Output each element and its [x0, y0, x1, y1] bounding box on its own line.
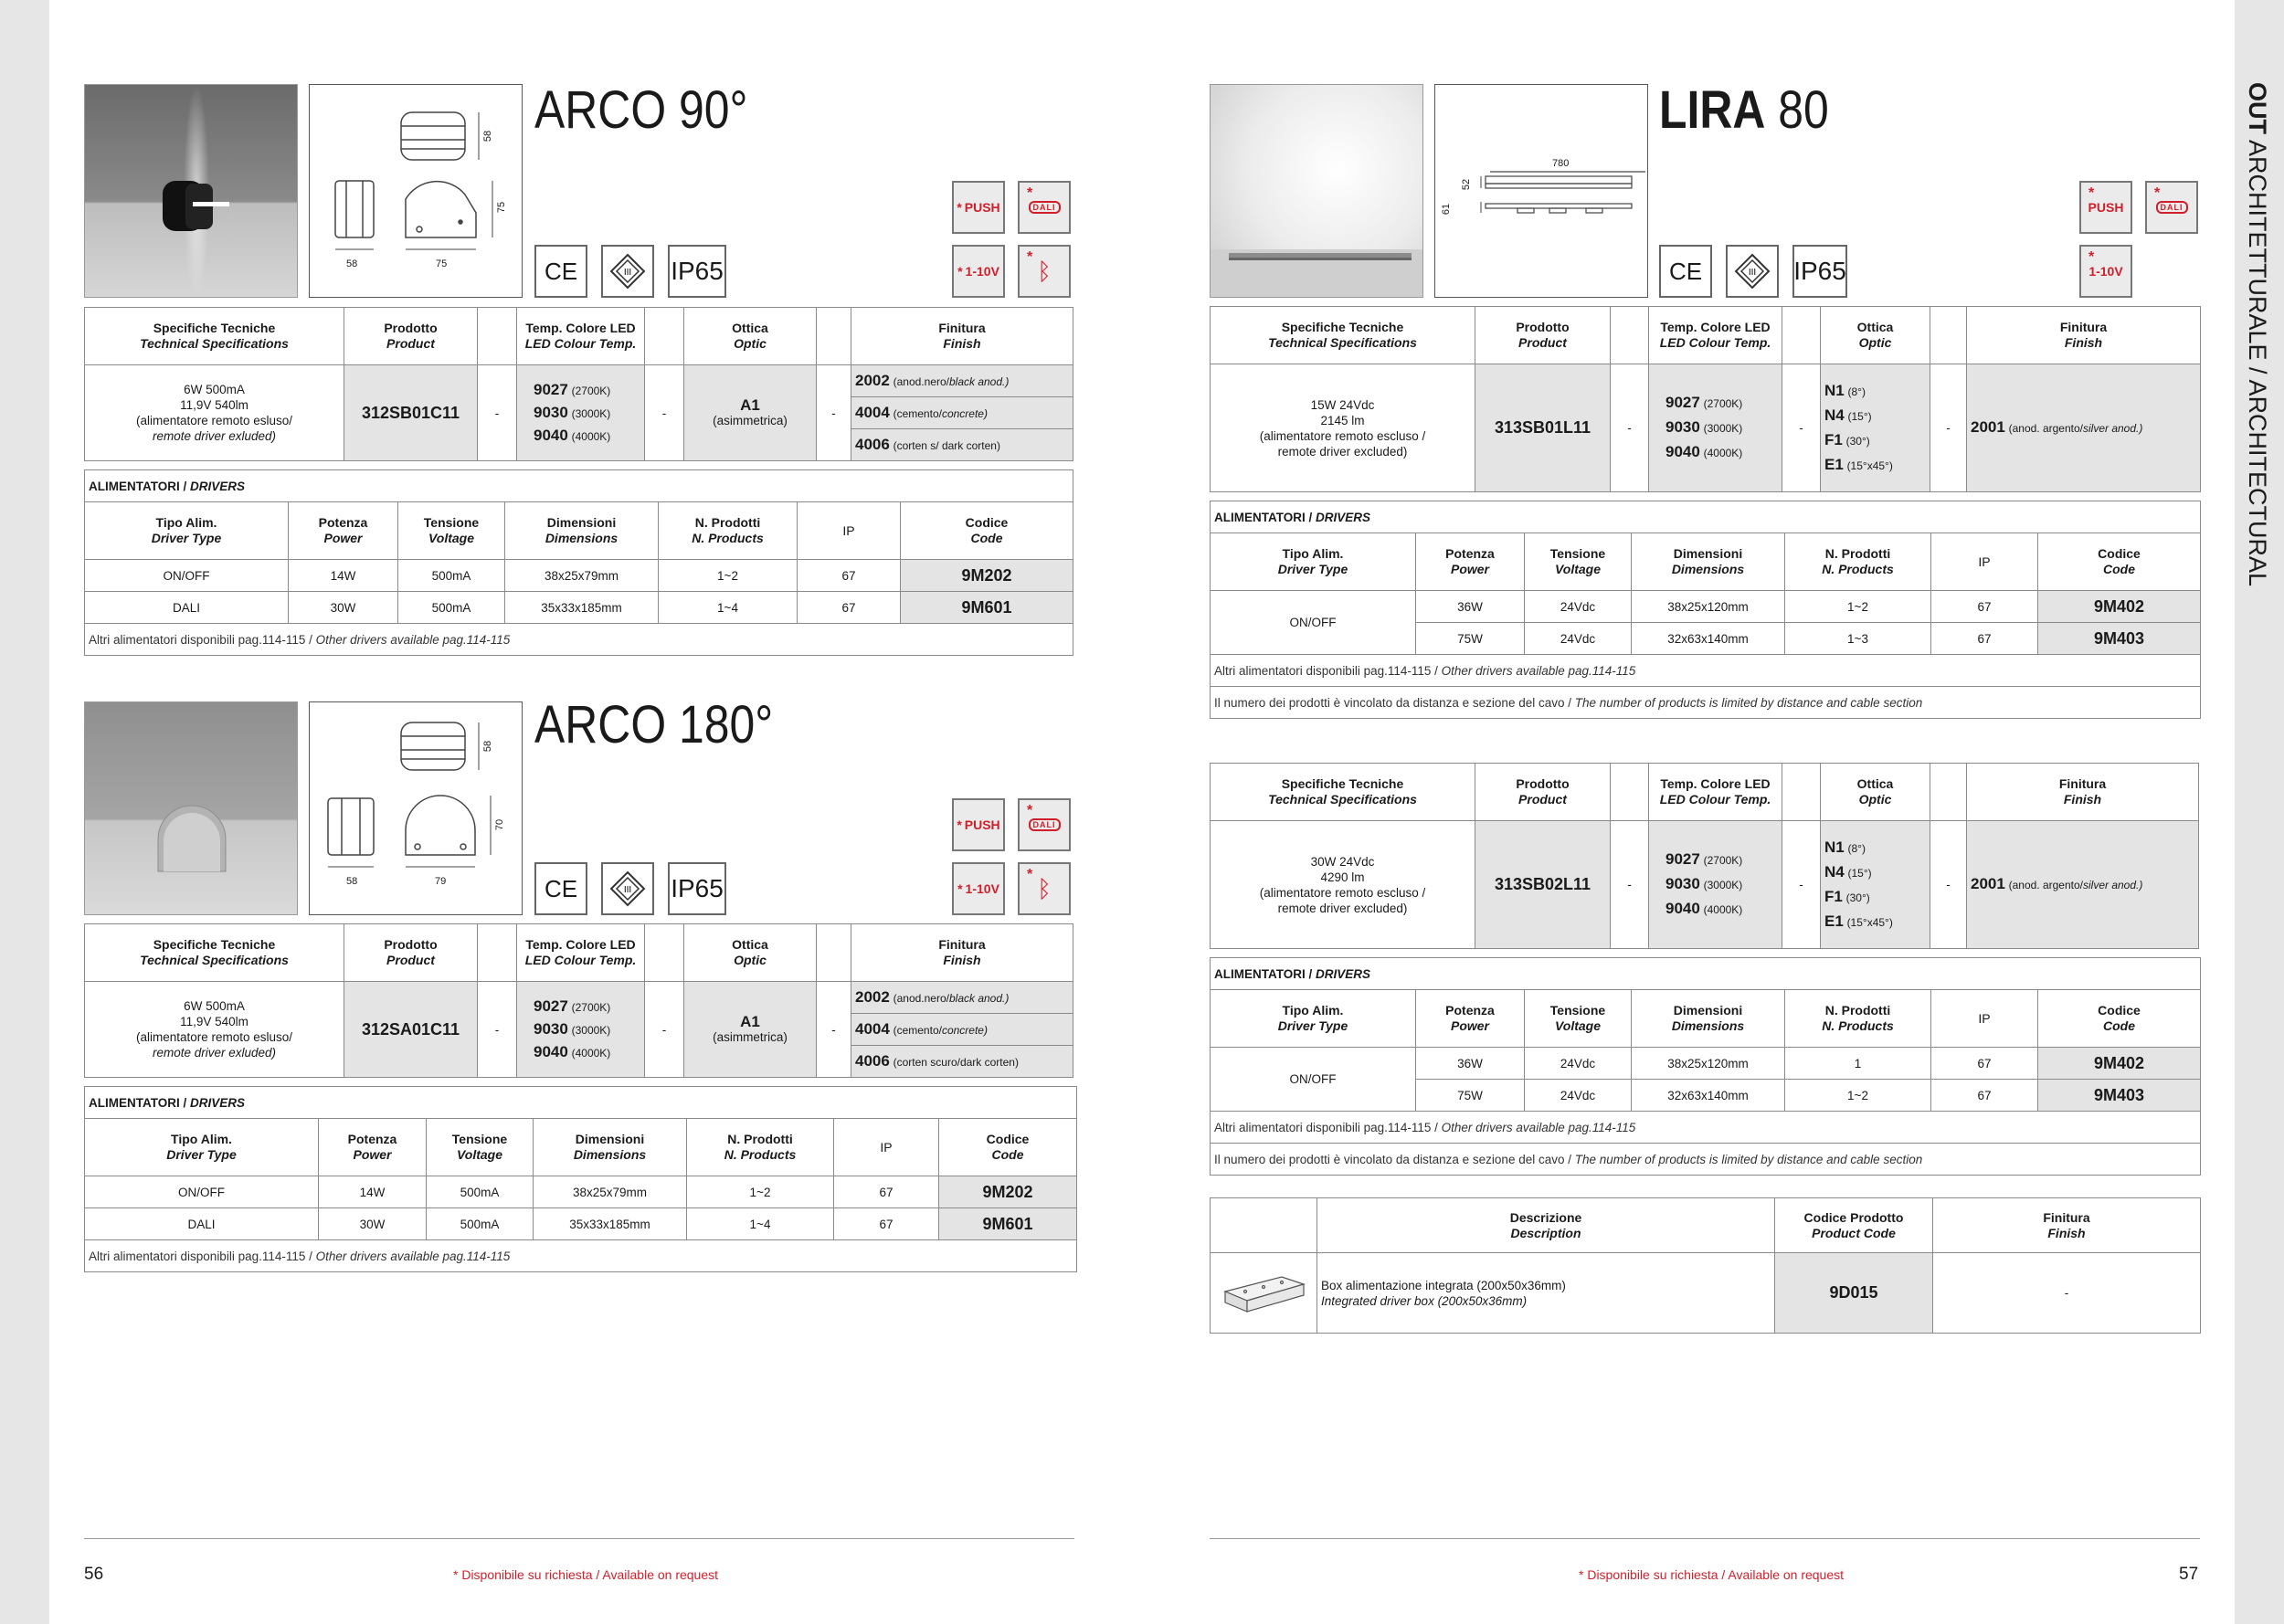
driver-row: ON/OFF 36W 24Vdc 38x25x120mm 1~2 67 9M402 — [1211, 591, 2201, 623]
accessory-finish: - — [1933, 1253, 2201, 1334]
footer-rule-right — [1210, 1538, 2200, 1539]
class-iii-diamond-icon — [1734, 253, 1771, 290]
arco90-spec-table: Specifiche Tecniche Technical Specifications Prodotto Product Temp. Colore LED LED Colour Temp. Ottica Optic Finitura Finish 6W 500mA 11,9V 540lm (alimentatore remoto esluso/ remote driver exluded) 312SB01C11 - 9027 (2700K) 9030 (3000K) 9040 (4000K) - A1 (asimmetrica) - 2002 (anod.nero/black anod.) 4004 (cemento/concrete) 4006 (corten s/ dark corten) — [84, 307, 1073, 461]
arco90-drivers-table: ALIMENTATORI / DRIVERS Tipo Alim. Driver Type Potenza Power Tensione Voltage Dimensioni Dimensions N. Prodotti N. Products IP Codice Code ON/OFF 14W 500mA 38x25x79mm 1~2 67 9M202 DALI 30W 500mA 35x33x185mm 1~4 67 9M601 Altri alimentatori disponibili pag.114-115 / Other drivers available pag.114-115 — [84, 469, 1073, 656]
other-drivers-note: Altri alimentatori disponibili pag.114-115 / Other drivers available pag.114-115 — [1211, 655, 2201, 687]
lira-title: LIRA 80 — [1659, 80, 1829, 140]
dim-58-c: 58 — [346, 876, 358, 887]
other-drivers-note: Altri alimentatori disponibili pag.114-115 / Other drivers available pag.114-115 — [85, 1240, 1077, 1272]
arco90-photo-graphic — [85, 85, 298, 298]
dim-61: 61 — [1441, 203, 1453, 216]
bluetooth-icon: ᛒ — [1037, 257, 1052, 285]
lira-spec-table-2: Specifiche Tecniche Technical Specifications Prodotto Product Temp. Colore LED LED Colour Temp. Ottica Optic Finitura Finish 30W 24Vdc 4290 lm (alimentatore remoto escluso / remote driver excluded) 313SB02L11 - 9027 (2700K) 9030 (3000K) 9040 (4000K) - N1 (8°) N4 (15°) F1 (30°) E1 (15°x45°) - 2001 (anod. argento/silver anod.) — [1210, 763, 2199, 949]
arco180-drawing — [309, 701, 523, 915]
ce-mark-icon: CE — [1659, 245, 1712, 298]
product-code: 312SB01C11 — [344, 365, 478, 461]
svg-text:III: III — [1748, 268, 1757, 278]
lira-technical-drawing — [1435, 85, 1646, 296]
driver-row: DALI 30W 500mA 35x33x185mm 1~4 67 9M601 — [85, 592, 1073, 624]
dim-75-b: 75 — [496, 201, 508, 214]
lira-photo-graphic — [1211, 85, 1423, 298]
finish-row: 4006 (corten scuro/dark corten) — [851, 1046, 1073, 1078]
lira-photo — [1210, 84, 1423, 298]
ip65-badge: IP65 — [668, 245, 726, 298]
arco180-photo — [84, 701, 298, 915]
svg-text:III: III — [623, 885, 632, 895]
finish-cell: 2001 (anod. argento/silver anod.) — [1967, 821, 2199, 949]
optic-cell: A1 (asimmetrica) — [684, 365, 817, 461]
bluetooth-icon: ᛒ — [1037, 874, 1052, 902]
dali-badge: * DALI — [2145, 181, 2198, 234]
dim-79: 79 — [435, 876, 447, 887]
svg-text:III: III — [623, 268, 632, 278]
optic-cell: N1 (8°) N4 (15°) F1 (30°) E1 (15°x45°) — [1821, 364, 1930, 492]
ip65-badge: IP65 — [668, 862, 726, 915]
ce-mark-icon: CE — [534, 245, 587, 298]
finish-header: Finitura Finish — [851, 308, 1073, 365]
temp-cell: 9027 (2700K) 9030 (3000K) 9040 (4000K) — [1649, 364, 1782, 492]
footer-note-right: * Disponibile su richiesta / Available on request — [1579, 1567, 1845, 1582]
arco180-title: ARCO 180° — [534, 695, 774, 754]
spec-header: Specifiche Tecniche Technical Specifications — [85, 308, 344, 365]
product-code: 312SA01C11 — [344, 982, 478, 1078]
arco90-drawing — [309, 84, 523, 298]
optic-cell: A1 (asimmetrica) — [684, 982, 817, 1078]
dim-780: 780 — [1552, 158, 1570, 169]
class-iii-icon — [601, 862, 654, 915]
temp-cell: 9027 (2700K) 9030 (3000K) 9040 (4000K) — [1649, 821, 1782, 949]
accessory-code: 9D015 — [1775, 1253, 1933, 1334]
optic-header: Ottica Optic — [684, 308, 817, 365]
finish-row: 4006 (corten s/ dark corten) — [851, 429, 1073, 461]
product-header: Prodotto Product — [344, 308, 478, 365]
push-badge: * PUSH — [2079, 181, 2132, 234]
arco90-photo — [84, 84, 298, 298]
accessory-description: Box alimentazione integrata (200x50x36mm) Integrated driver box (200x50x36mm) — [1317, 1253, 1775, 1334]
page-number-left: 56 — [84, 1565, 104, 1584]
drivers-label: ALIMENTATORI / DRIVERS — [85, 1087, 1077, 1119]
dim-58-d: 58 — [482, 740, 494, 753]
temp-header: Temp. Colore LED LED Colour Temp. — [517, 308, 645, 365]
temp-cell: 9027 (2700K) 9030 (3000K) 9040 (4000K) — [517, 365, 645, 461]
arco90-technical-drawing — [310, 85, 521, 296]
finish-row: 2002 (anod.nero/black anod.) — [851, 365, 1073, 397]
dim-1-10v-badge: * 1-10V — [952, 862, 1005, 915]
arco180-photo-graphic — [85, 702, 298, 915]
page-number-right: 57 — [2179, 1565, 2199, 1584]
dim-1-10v-badge: * 1-10V — [2079, 245, 2132, 298]
arco180-spec-table: Specifiche Tecniche Technical Specifications Prodotto Product Temp. Colore LED LED Colour Temp. Ottica Optic Finitura Finish 6W 500mA 11,9V 540lm (alimentatore remoto esluso/ remote driver exluded) 312SA01C11 - 9027 (2700K) 9030 (3000K) 9040 (4000K) - A1 (asimmetrica) - 2002 (anod.nero/black anod.) 4004 (cemento/concrete) 4006 (corten scuro/dark corten) — [84, 923, 1073, 1078]
arco180-technical-drawing — [310, 702, 521, 913]
push-badge: * PUSH — [952, 798, 1005, 851]
dim-1-10v-badge: * 1-10V — [952, 245, 1005, 298]
lira-spec-table-1: Specifiche Tecniche Technical Specifications Prodotto Product Temp. Colore LED LED Colour Temp. Ottica Optic Finitura Finish 15W 24Vdc 2145 lm (alimentatore remoto escluso / remote driver excluded) 313SB01L11 - 9027 (2700K) 9030 (3000K) 9040 (4000K) - N1 (8°) N4 (15°) F1 (30°) E1 (15°x45°) - 2001 (anod. argento/silver anod.) — [1210, 306, 2201, 492]
dali-badge: * DALI — [1018, 181, 1071, 234]
finish-row: 2002 (anod.nero/black anod.) — [851, 982, 1073, 1014]
driver-box-icon — [1218, 1264, 1309, 1319]
arco90-title: ARCO 90° — [534, 80, 748, 140]
dim-52: 52 — [1461, 178, 1473, 191]
optic-cell: N1 (8°) N4 (15°) F1 (30°) E1 (15°x45°) — [1821, 821, 1930, 949]
finish-row: 4004 (cemento/concrete) — [851, 397, 1073, 429]
lira-drawing — [1434, 84, 1648, 298]
driver-row: DALI 30W 500mA 35x33x185mm 1~4 67 9M601 — [85, 1208, 1077, 1240]
left-vertical-label — [0, 0, 49, 1624]
driver-box-image — [1211, 1253, 1317, 1334]
class-iii-diamond-icon — [609, 253, 646, 290]
driver-row: ON/OFF 14W 500mA 38x25x79mm 1~2 67 9M202 — [85, 1176, 1077, 1208]
bluetooth-badge: * ᛒ — [1018, 862, 1071, 915]
dali-badge: * DALI — [1018, 798, 1071, 851]
dim-75-a: 75 — [436, 258, 448, 269]
footer-rule-left — [84, 1538, 1074, 1539]
driver-row: ON/OFF 36W 24Vdc 38x25x120mm 1 67 9M402 — [1211, 1048, 2201, 1080]
lira-drivers-table-2: ALIMENTATORI / DRIVERS Tipo Alim. Driver Type Potenza Power Tensione Voltage Dimensioni Dimensions N. Prodotti N. Products IP Codice Code ON/OFF 36W 24Vdc 38x25x120mm 1 67 9M402 75W 24Vdc 32x63x140mm 1~2 67 9M403 Altri alimentatori disponibili pag.114-115 / Other drivers available pag.114-115 Il numero dei prodotti è vincolato da distanza e sezione del cavo / The number of products is limited by distance and cable section — [1210, 957, 2201, 1176]
driver-row: 75W 24Vdc 32x63x140mm 1~3 67 9M403 — [1211, 623, 2201, 655]
class-iii-icon — [1726, 245, 1779, 298]
other-drivers-note: Altri alimentatori disponibili pag.114-115 / Other drivers available pag.114-115 — [85, 624, 1073, 656]
driver-row: ON/OFF 14W 500mA 38x25x79mm 1~2 67 9M202 — [85, 560, 1073, 592]
product-code: 313SB02L11 — [1475, 821, 1611, 949]
other-drivers-note: Altri alimentatori disponibili pag.114-115 / Other drivers available pag.114-115 — [1211, 1112, 2201, 1144]
right-vertical-label: OUT ARCHITETTURALE / ARCHITECTURAL — [2244, 82, 2271, 587]
lira-drivers-table-1: ALIMENTATORI / DRIVERS Tipo Alim. Driver Type Potenza Power Tensione Voltage Dimensioni Dimensions N. Prodotti N. Products IP Codice Code ON/OFF 36W 24Vdc 38x25x120mm 1~2 67 9M402 75W 24Vdc 32x63x140mm 1~3 67 9M403 Altri alimentatori disponibili pag.114-115 / Other drivers available pag.114-115 Il numero dei prodotti è vincolato da distanza e sezione del cavo / The number of products is limited by distance and cable section — [1210, 501, 2201, 719]
cable-note: Il numero dei prodotti è vincolato da distanza e sezione del cavo / The number of products is limited by distance and cable section — [1211, 1144, 2201, 1176]
product-code: 313SB01L11 — [1475, 364, 1611, 492]
accessory-table: Descrizione Description Codice Prodotto Product Code Finitura Finish Box alimentazione integrata (200x50x36mm) Integrated driver box (200x50x36mm) 9D015 - — [1210, 1197, 2201, 1334]
bluetooth-badge: * ᛒ — [1018, 245, 1071, 298]
footer-note-left: * Disponibile su richiesta / Available on request — [453, 1567, 719, 1582]
arco180-drivers-table: ALIMENTATORI / DRIVERS Tipo Alim. Driver Type Potenza Power Tensione Voltage Dimensioni Dimensions N. Prodotti N. Products IP Codice Code ON/OFF 14W 500mA 38x25x79mm 1~2 67 9M202 DALI 30W 500mA 35x33x185mm 1~4 67 9M601 Altri alimentatori disponibili pag.114-115 / Other drivers available pag.114-115 — [84, 1086, 1077, 1272]
push-badge: * PUSH — [952, 181, 1005, 234]
dim-58-a: 58 — [346, 258, 358, 269]
ip65-badge: IP65 — [1792, 245, 1847, 298]
driver-row: 75W 24Vdc 32x63x140mm 1~2 67 9M403 — [1211, 1080, 2201, 1112]
dim-58-b: 58 — [482, 130, 494, 142]
drivers-label: ALIMENTATORI / DRIVERS — [85, 470, 1073, 502]
finish-row: 4004 (cemento/concrete) — [851, 1014, 1073, 1046]
spec-cell: 6W 500mA 11,9V 540lm (alimentatore remoto esluso/ remote driver exluded) — [85, 365, 344, 461]
dim-70: 70 — [494, 818, 506, 831]
class-iii-diamond-icon — [609, 870, 646, 907]
finish-cell: 2001 (anod. argento/silver anod.) — [1967, 364, 2201, 492]
spec-cell: 30W 24Vdc 4290 lm (alimentatore remoto escluso / remote driver excluded) — [1211, 821, 1475, 949]
temp-cell: 9027 (2700K) 9030 (3000K) 9040 (4000K) — [517, 982, 645, 1078]
cable-note: Il numero dei prodotti è vincolato da distanza e sezione del cavo / The number of products is limited by distance and cable section — [1211, 687, 2201, 719]
drivers-label: ALIMENTATORI / DRIVERS — [1211, 958, 2201, 990]
class-iii-icon — [601, 245, 654, 298]
spec-cell: 15W 24Vdc 2145 lm (alimentatore remoto escluso / remote driver excluded) — [1211, 364, 1475, 492]
drivers-label: ALIMENTATORI / DRIVERS — [1211, 501, 2201, 533]
ce-mark-icon: CE — [534, 862, 587, 915]
spec-cell: 6W 500mA 11,9V 540lm (alimentatore remoto esluso/ remote driver exluded) — [85, 982, 344, 1078]
